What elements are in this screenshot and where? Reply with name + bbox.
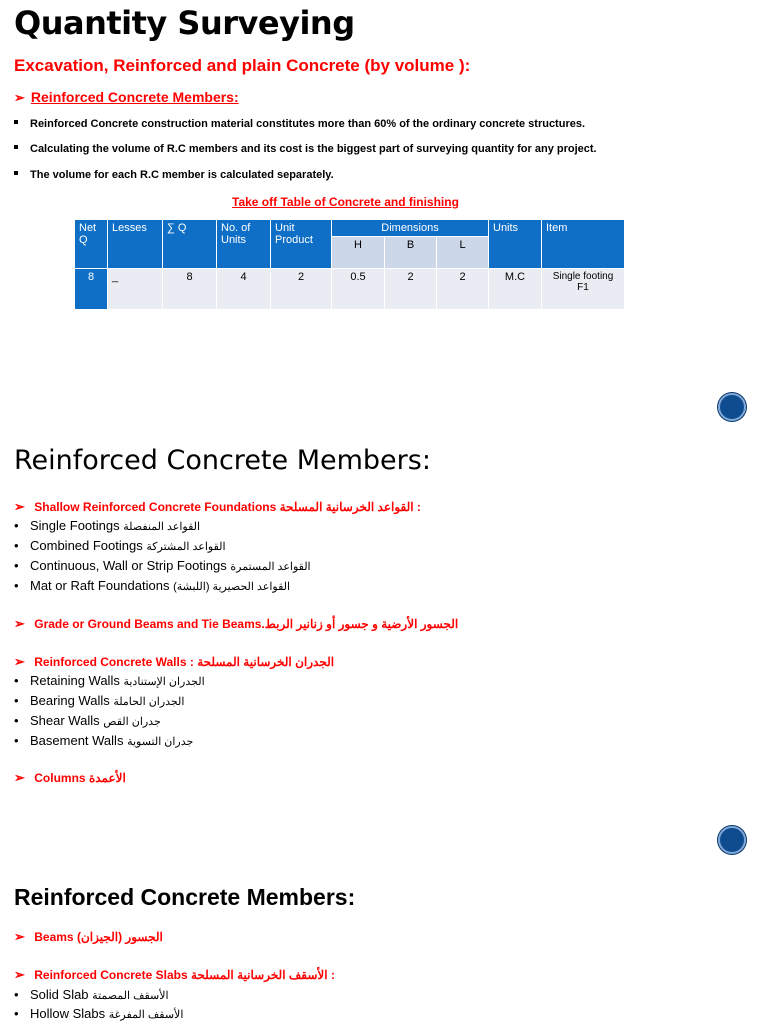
header-dimensions: Dimensions xyxy=(332,220,489,237)
cell-item: Single footing F1 xyxy=(542,269,625,310)
list-item: • Single Footings القواعد المنفصلة xyxy=(14,518,201,533)
bullet-item: Reinforced Concrete construction material constitutes more than 60% of the ordinary concrete structures. xyxy=(14,118,585,130)
bullet-item: Calculating the volume of R.C members and its cost is the biggest part of surveying quantity for any project. xyxy=(14,143,597,155)
subtitle: Excavation, Reinforced and plain Concrete (by volume ): xyxy=(14,56,471,75)
arrow-bullet-icon: ➢ xyxy=(14,616,25,631)
list-item: • Continuous, Wall or Strip Footings القواعد المستمرة xyxy=(14,558,311,573)
beams-heading: ➢ Beams الجسور (الجيزان) xyxy=(14,929,163,944)
slabs-heading: ➢ Reinforced Concrete Slabs الأسقف الخرسانية المسلحة : xyxy=(14,967,335,982)
header-unit-product: Unit Product xyxy=(271,220,332,269)
list-item: • Hollow Slabs الأسقف المفرغة xyxy=(14,1006,184,1021)
table-caption: Take off Table of Concrete and finishing xyxy=(232,195,459,209)
cell-h: 0.5 xyxy=(332,269,385,310)
slide-nav-circle-icon[interactable] xyxy=(718,826,746,854)
cell-units: M.C xyxy=(489,269,542,310)
header-net-q: Net Q xyxy=(75,220,108,269)
cell-l: 2 xyxy=(437,269,489,310)
list-item: • Basement Walls جدران التسوية xyxy=(14,733,194,748)
cell-sum-q: 8 xyxy=(163,269,217,310)
takeoff-table xyxy=(74,219,625,310)
arrow-bullet-icon: ➢ xyxy=(14,770,25,785)
slide-nav-circle-icon[interactable] xyxy=(718,393,746,421)
square-bullet-icon xyxy=(14,171,18,175)
cell-no-units: 4 xyxy=(217,269,271,310)
header-sum-q: ∑ Q xyxy=(163,220,217,269)
grade-beams-heading: ➢ Grade or Ground Beams and Tie Beams.الجسور الأرضية و جسور أو زنانير الربط xyxy=(14,616,459,631)
cell-b: 2 xyxy=(385,269,437,310)
cell-lesses: _ xyxy=(108,269,163,310)
header-lesses: Lesses xyxy=(108,220,163,269)
header-item: Item xyxy=(542,220,625,269)
table-row xyxy=(75,269,625,310)
section-heading: Reinforced Concrete Members: xyxy=(14,884,356,910)
section-heading-rc-members xyxy=(14,89,239,106)
walls-heading: ➢ Reinforced Concrete Walls : الجدران الخرسانية المسلحة xyxy=(14,654,335,669)
cell-unit-product: 2 xyxy=(271,269,332,310)
header-h: H xyxy=(332,237,385,269)
shallow-foundations-heading: ➢ Shallow Reinforced Concrete Foundations القواعد الخرسانية المسلحة : xyxy=(14,499,421,514)
header-units: Units xyxy=(489,220,542,269)
columns-heading: ➢ Columns الأعمدة xyxy=(14,770,126,785)
list-item: • Combined Footings القواعد المشتركة xyxy=(14,538,226,553)
arrow-bullet-icon: ➢ xyxy=(14,90,25,105)
list-item: • Bearing Walls الجدران الحاملة xyxy=(14,693,185,708)
cell-net-q: 8 xyxy=(75,269,108,310)
arrow-bullet-icon: ➢ xyxy=(14,967,25,982)
page-title: Quantity Surveying xyxy=(14,4,355,42)
list-item: • Retaining Walls الجدران الإستنادية xyxy=(14,673,205,688)
section-heading: Reinforced Concrete Members: xyxy=(14,445,431,476)
arrow-bullet-icon: ➢ xyxy=(14,499,25,514)
arrow-bullet-icon: ➢ xyxy=(14,929,25,944)
square-bullet-icon xyxy=(14,120,18,124)
list-item: • Solid Slab الأسقف المصمتة xyxy=(14,987,169,1002)
section-heading-label: Reinforced Concrete Members: xyxy=(30,89,239,105)
bullet-item: The volume for each R.C member is calculated separately. xyxy=(14,169,334,181)
list-item: • Mat or Raft Foundations القواعد الحصيرية (اللبشة) xyxy=(14,578,291,593)
square-bullet-icon xyxy=(14,145,18,149)
header-no-units: No. of Units xyxy=(217,220,271,269)
header-b: B xyxy=(385,237,437,269)
arrow-bullet-icon: ➢ xyxy=(14,654,25,669)
list-item: • Shear Walls جدران القص xyxy=(14,713,161,728)
header-l: L xyxy=(437,237,489,269)
